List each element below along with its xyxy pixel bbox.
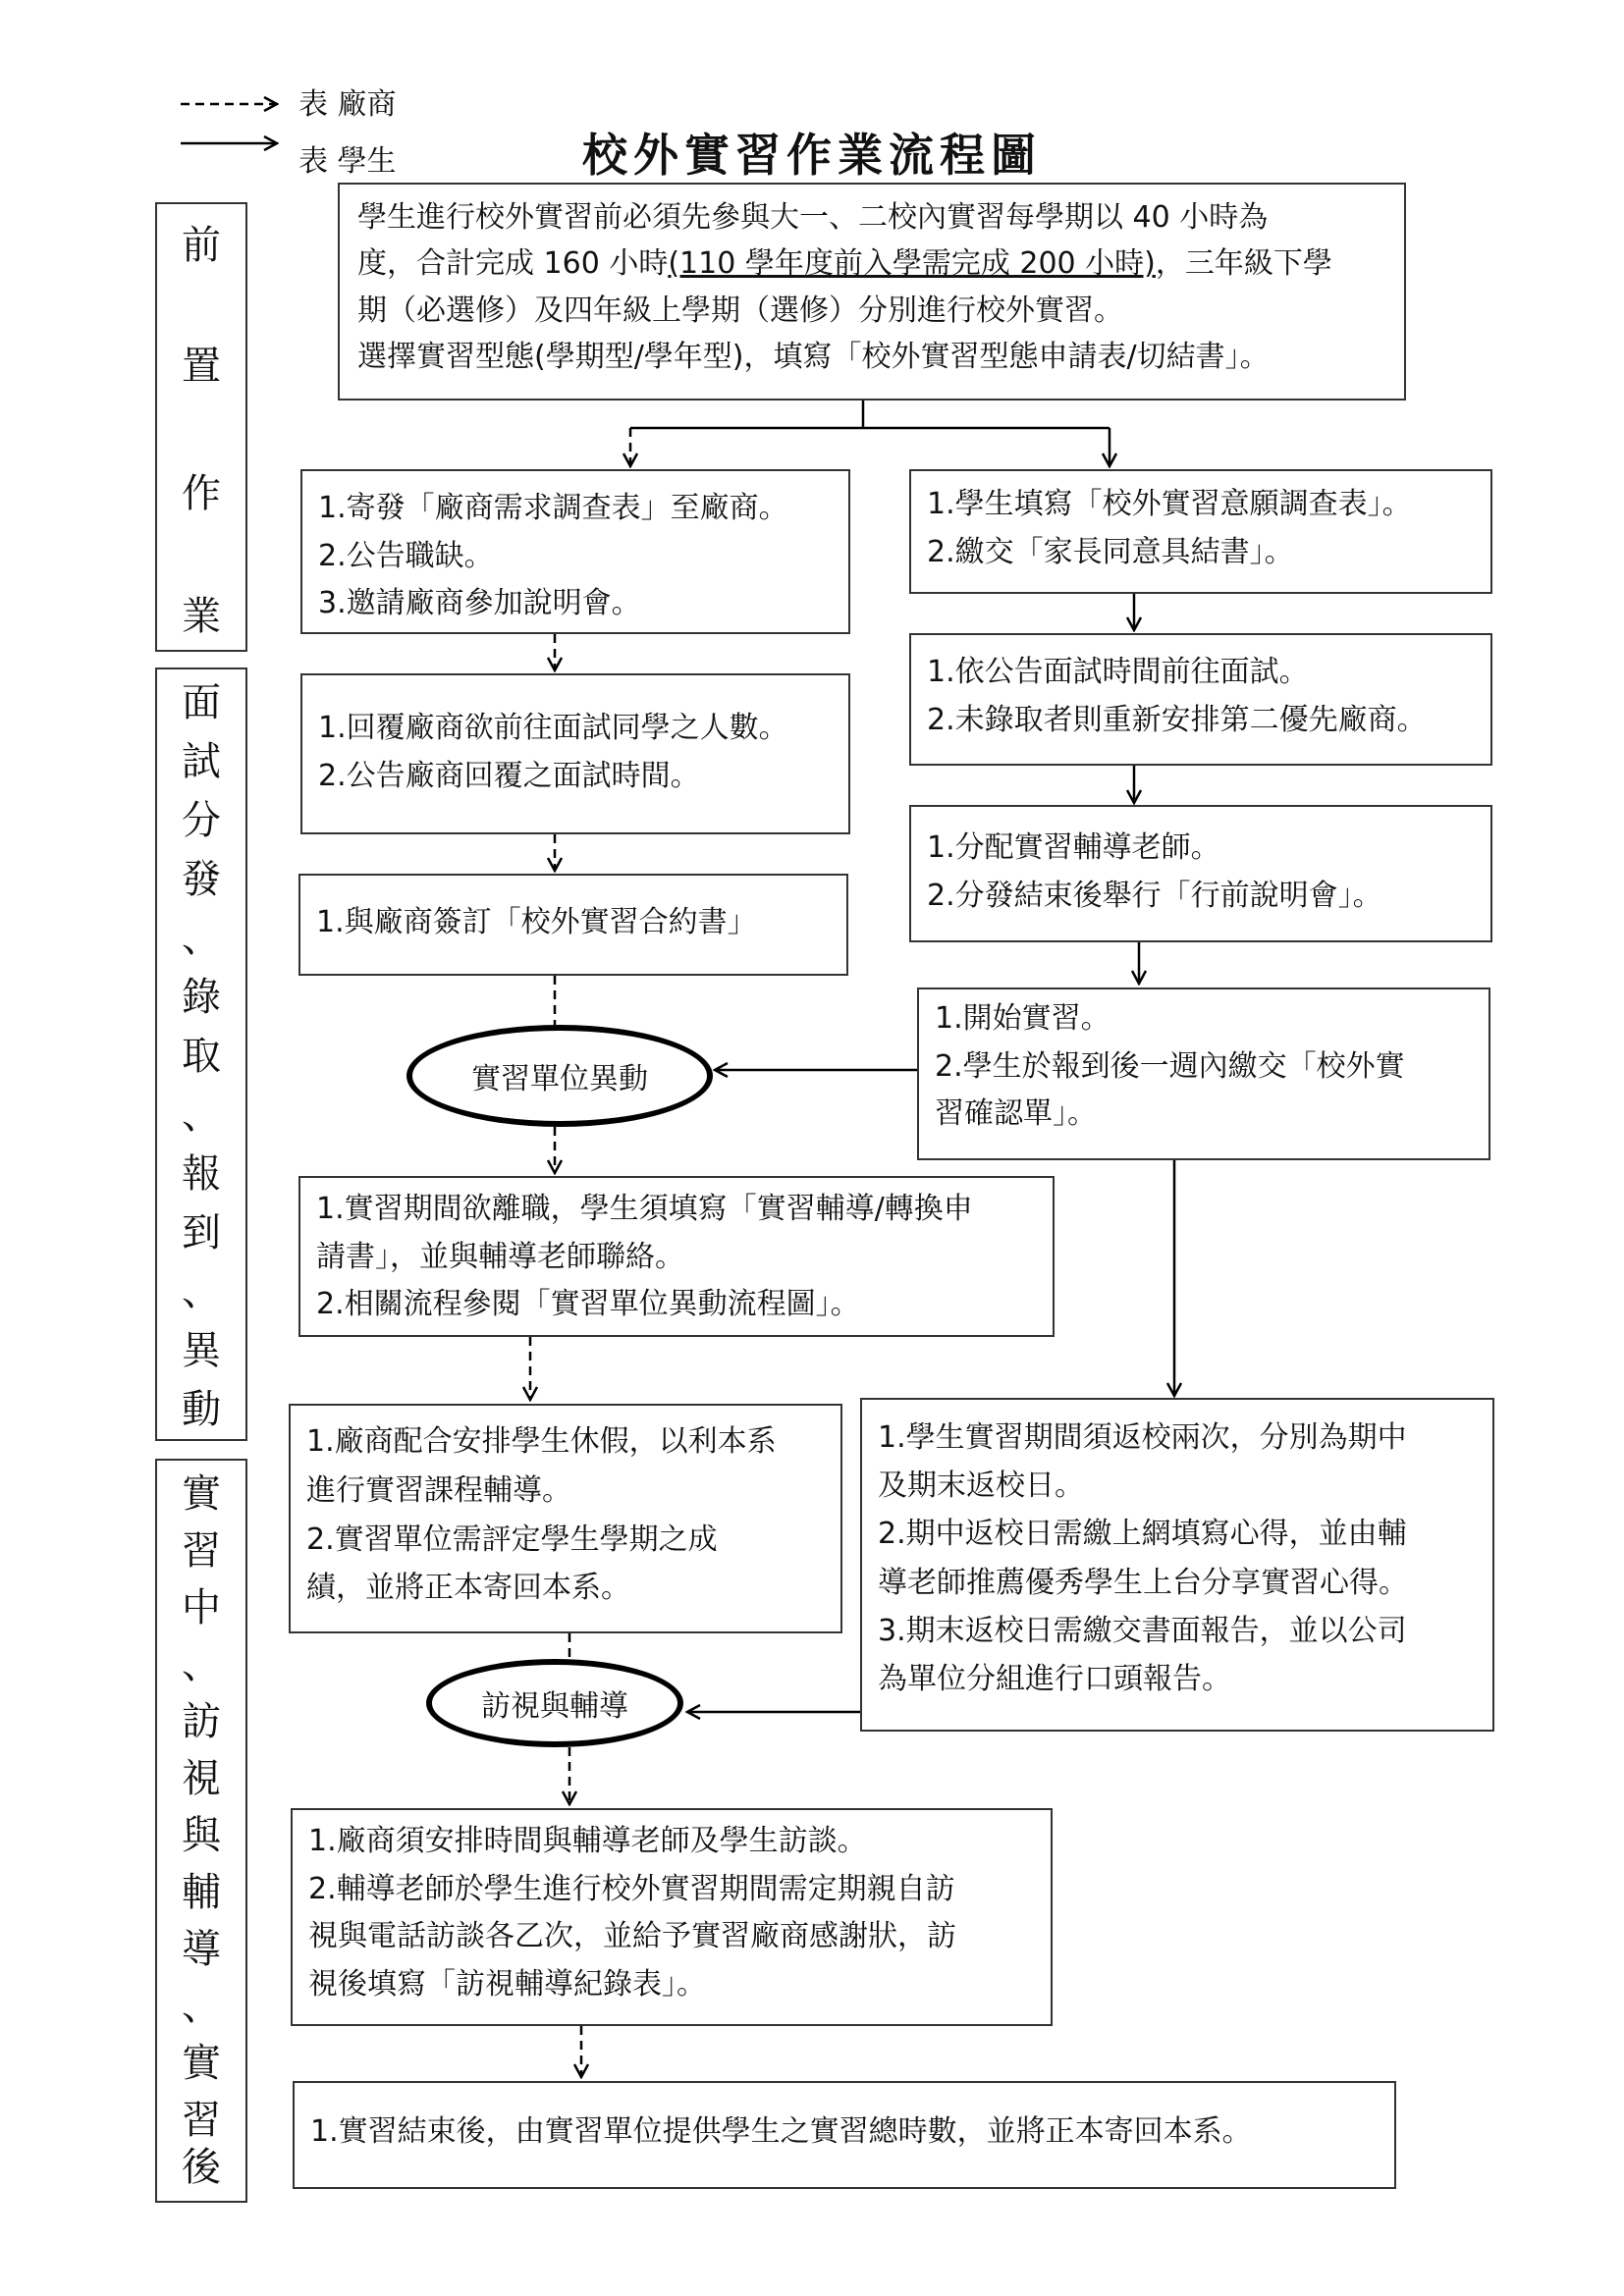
step-line: 視與電話訪談各乙次，並給予實習廠商感謝狀，訪 — [308, 1919, 956, 1954]
vendor-step-2 — [300, 673, 850, 834]
step-line: 2.公告職缺。 — [318, 538, 494, 573]
step-line: 1.學生填寫「校外實習意願調查表」。 — [927, 487, 1412, 521]
vendor-step-6 — [291, 1808, 1053, 2026]
phase-char: 、 — [182, 1093, 221, 1138]
step-line: 習確認單」。 — [935, 1096, 1097, 1132]
phase-char: 到 — [182, 1210, 221, 1255]
student-step-1 — [909, 469, 1492, 594]
phase-interview — [155, 667, 247, 1441]
step-line: 1.依公告面試時間前往面試。 — [927, 655, 1309, 689]
step-line: 導老師推薦優秀學生上台分享實習心得。 — [878, 1565, 1408, 1600]
step-line: 1.廠商配合安排學生休假，以利本系 — [306, 1424, 777, 1459]
step-line: 1.分配實習輔導老師。 — [927, 830, 1220, 865]
ellipse-visit-guidance: 訪視與輔導 — [426, 1659, 683, 1747]
phase-char: 中 — [182, 1585, 221, 1630]
intro-line: 期（必選修）及四年級上學期（選修）分別進行校外實習。 — [357, 293, 1123, 328]
student-step-2 — [909, 633, 1492, 766]
student-step-5 — [860, 1398, 1494, 1732]
phase-pre — [155, 202, 247, 652]
step-line: 1.開始實習。 — [935, 1001, 1110, 1036]
step-line: 1.廠商須安排時間與輔導老師及學生訪談。 — [308, 1824, 867, 1858]
step-line: 1.實習結束後，由實習單位提供學生之實習總時數，並將正本寄回本系。 — [310, 2114, 1252, 2149]
step-line: 2.繳交「家長同意具結書」。 — [927, 534, 1294, 569]
phase-char: 輔 — [182, 1870, 221, 1915]
legend-solid-label: 表 學生 — [298, 144, 397, 179]
intro-text: ，三年級下學 — [1155, 246, 1332, 282]
student-step-3 — [909, 805, 1492, 942]
vendor-step-5 — [289, 1404, 842, 1633]
step-line: 績，並將正本寄回本系。 — [306, 1571, 630, 1606]
step-line: 2.相關流程參閱「實習單位異動流程圖」。 — [316, 1287, 860, 1322]
ellipse-placement-change: 實習單位異動 — [406, 1025, 713, 1127]
phase-char: 導 — [182, 1927, 221, 1972]
intro-box — [338, 183, 1406, 400]
phase-char: 實 — [182, 1471, 221, 1517]
phase-char: 試 — [182, 739, 221, 784]
phase-char: 面 — [182, 680, 221, 725]
step-line: 2.分發結束後舉行「行前說明會」。 — [927, 878, 1382, 913]
step-line: 請書」，並與輔導老師聯絡。 — [316, 1239, 684, 1274]
phase-char: 實 — [182, 2041, 221, 2086]
student-step-4 — [917, 988, 1490, 1160]
step-line: 1.實習期間欲離職，學生須填寫「實習輔導/轉換申 — [316, 1192, 973, 1226]
intro-underlined-note: (110 學年度前入學需完成 200 小時) — [668, 246, 1156, 282]
phase-char: 、 — [182, 916, 221, 961]
step-line: 2.未錄取者則重新安排第二優先廠商。 — [927, 702, 1427, 737]
step-line: 視後填寫「訪視輔導紀錄表」。 — [308, 1966, 706, 2002]
phase-char: 習 — [182, 1528, 221, 1574]
step-line: 3.期末返校日需繳交書面報告，並以公司 — [878, 1613, 1407, 1648]
step-line: 1.回覆廠商欲前往面試同學之人數。 — [318, 711, 788, 745]
phase-char: 習 — [182, 2098, 221, 2143]
phase-char: 與 — [182, 1813, 221, 1858]
step-line: 進行實習課程輔導。 — [306, 1472, 571, 1508]
step-line: 1.學生實習期間須返校兩次，分別為期中 — [878, 1420, 1407, 1455]
intro-line: 選擇實習型態(學期型/學年型)，填寫「校外實習型態申請表/切結書」。 — [357, 340, 1270, 375]
step-line: 2.學生於報到後一週內繳交「校外實 — [935, 1048, 1405, 1084]
step-line: 2.實習單位需評定學生學期之成 — [306, 1522, 718, 1557]
phase-char: 動 — [182, 1387, 221, 1432]
phase-char: 訪 — [182, 1699, 221, 1744]
page-title: 校外實習作業流程圖 — [582, 129, 1042, 182]
step-line: 3.邀請廠商參加說明會。 — [318, 586, 641, 621]
phase-char: 業 — [182, 594, 221, 639]
phase-char: 、 — [182, 1269, 221, 1314]
phase-during-after — [155, 1459, 247, 2203]
vendor-step-3 — [298, 874, 848, 976]
phase-char: 異 — [182, 1328, 221, 1373]
step-line: 1.寄發「廠商需求調查表」至廠商。 — [318, 491, 788, 525]
phase-char: 置 — [182, 344, 221, 389]
phase-char: 作 — [182, 471, 221, 516]
phase-char: 前 — [182, 223, 221, 268]
phase-char: 取 — [182, 1034, 221, 1079]
step-line: 2.公告廠商回覆之面試時間。 — [318, 758, 700, 793]
step-line: 1.與廠商簽訂「校外實習合約書」 — [316, 905, 757, 939]
phase-char: 錄 — [182, 975, 221, 1020]
phase-char: 後 — [182, 2145, 221, 2190]
phase-char: 報 — [182, 1151, 221, 1197]
intro-text: 度，合計完成 160 小時 — [357, 246, 669, 282]
step-line: 2.輔導老師於學生進行校外實習期間需定期親自訪 — [308, 1871, 955, 1906]
step-line: 2.期中返校日需繳上網填寫心得，並由輔 — [878, 1517, 1407, 1552]
phase-char: 分 — [182, 798, 221, 843]
vendor-step-4 — [298, 1176, 1055, 1337]
phase-char: 發 — [182, 857, 221, 902]
final-step — [293, 2081, 1396, 2189]
step-line: 及期末返校日。 — [878, 1468, 1084, 1504]
step-line: 為單位分組進行口頭報告。 — [878, 1661, 1231, 1696]
intro-line: 學生進行校外實習前必須先參與大一、二校內實習每學期以 40 小時為 — [357, 200, 1269, 235]
phase-char: 、 — [182, 1984, 221, 2029]
intro-line — [357, 240, 1386, 287]
legend-dashed-label: 表 廠商 — [298, 87, 397, 122]
vendor-step-1 — [300, 469, 850, 634]
phase-char: 、 — [182, 1642, 221, 1687]
phase-char: 視 — [182, 1756, 221, 1801]
